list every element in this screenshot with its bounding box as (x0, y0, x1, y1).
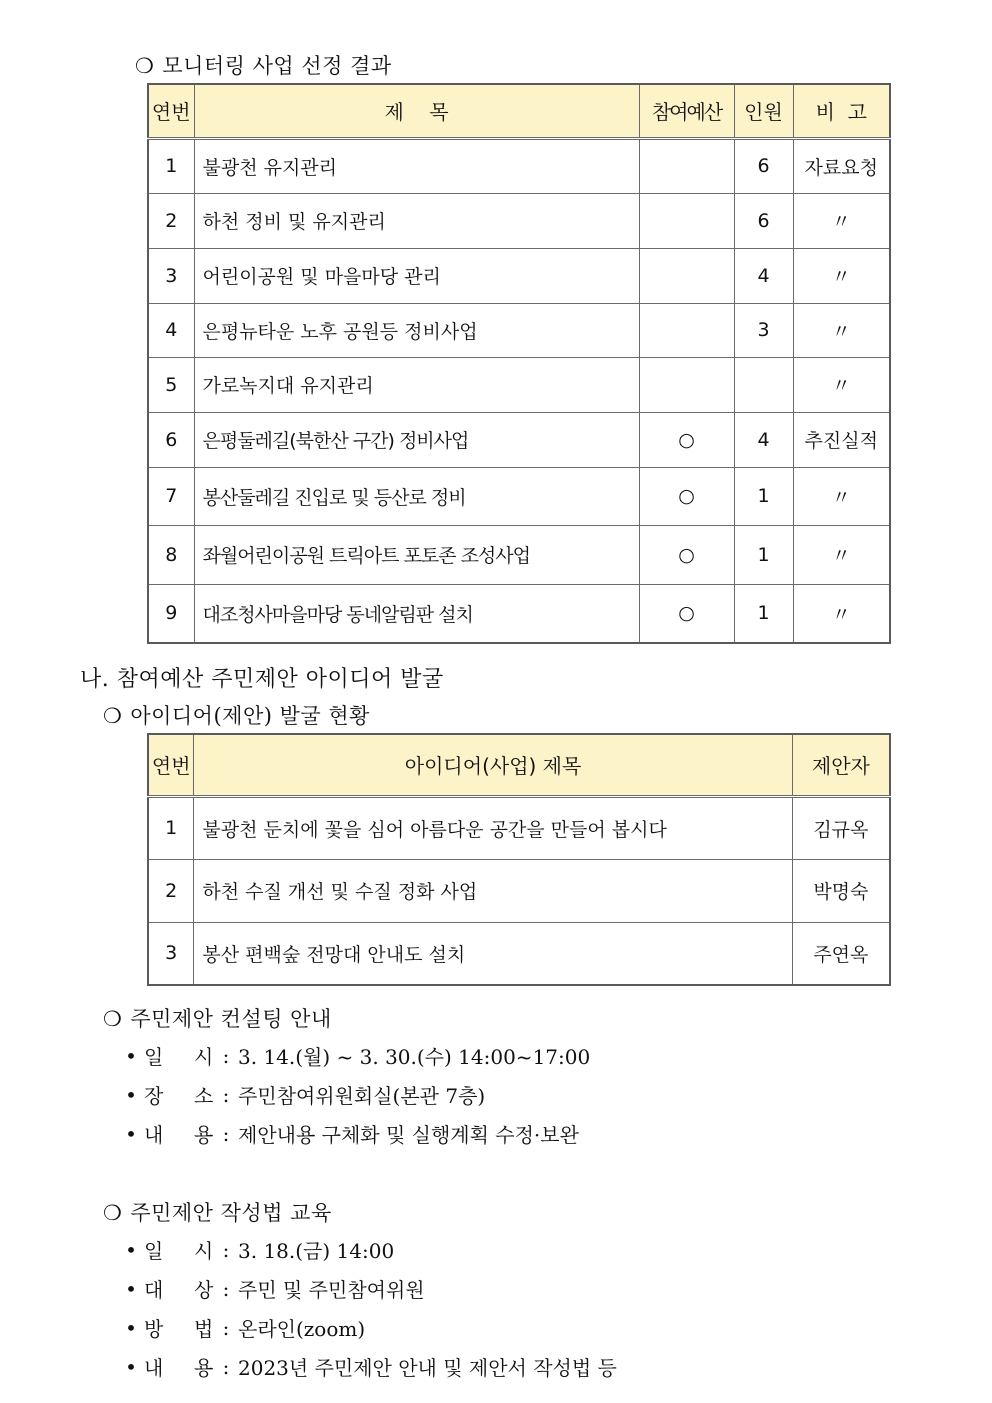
table-row (148, 193, 890, 248)
monitoring-table (147, 83, 891, 644)
row-budget (639, 357, 734, 412)
bullet-dot-icon: • (125, 1121, 137, 1146)
row-people: 6 (734, 193, 793, 248)
row-no: 6 (148, 412, 194, 467)
info-label-second: 소 (194, 1084, 214, 1108)
table-row (148, 357, 890, 412)
row-people: 1 (734, 584, 793, 643)
row-budget: ○ (639, 467, 734, 525)
row-idea-title: 불광천 둔치에 꽃을 심어 아름다운 공간을 만들어 봅시다 (194, 796, 792, 859)
table-row (148, 138, 890, 193)
table-row (148, 922, 890, 985)
row-no: 7 (148, 467, 194, 525)
row-title: 은평둘레길(북한산 구간) 정비사업 (194, 412, 639, 467)
info-value: 온라인(zoom) (238, 1317, 366, 1341)
table-row (148, 467, 890, 525)
info-separator: : (222, 1082, 230, 1107)
bullet-dot-icon: • (125, 1043, 137, 1068)
row-budget (639, 303, 734, 357)
row-budget: ○ (639, 525, 734, 584)
row-note: 자료요청 (793, 138, 890, 193)
row-idea-title: 하천 수질 개선 및 수질 정화 사업 (194, 859, 792, 922)
info-label-second: 시 (194, 1045, 214, 1069)
table-row (148, 412, 890, 467)
info-label-first: 내 (144, 1123, 164, 1147)
row-people (734, 357, 793, 412)
table-row (148, 859, 890, 922)
info-label-second: 법 (194, 1317, 214, 1341)
info-label-first: 대 (144, 1278, 164, 1302)
bullet-dot-icon: • (125, 1276, 137, 1301)
row-proposer: 김규옥 (792, 796, 890, 859)
row-no: 1 (148, 796, 194, 859)
header-budget: 참여예산 (639, 84, 734, 138)
row-title: 은평뉴타운 노후 공원등 정비사업 (194, 303, 639, 357)
row-note: 〃 (793, 584, 890, 643)
consulting-title: 주민제안 컨설팅 안내 (130, 1007, 332, 1031)
info-separator: : (222, 1237, 230, 1262)
row-note: 〃 (793, 467, 890, 525)
row-no: 3 (148, 248, 194, 303)
info-item (118, 1269, 617, 1308)
info-value: 제안내용 구체화 및 실행계획 수정·보완 (238, 1123, 579, 1147)
info-item (118, 1036, 590, 1075)
header-title: 제 목 (194, 84, 639, 138)
info-item (118, 1308, 617, 1347)
row-title: 하천 정비 및 유지관리 (194, 193, 639, 248)
row-no: 9 (148, 584, 194, 643)
table-row (148, 525, 890, 584)
info-value: 주민참여위원회실(본관 7층) (238, 1084, 486, 1108)
table-header-row (148, 734, 890, 796)
table-row (148, 303, 890, 357)
row-note: 〃 (793, 248, 890, 303)
row-note: 〃 (793, 193, 890, 248)
row-proposer: 박명숙 (792, 859, 890, 922)
bullet-dot-icon: • (125, 1237, 137, 1262)
education-info-list (118, 1230, 617, 1386)
row-title: 불광천 유지관리 (194, 138, 639, 193)
ideas-table (147, 733, 891, 986)
row-title: 대조청사마을마당 동네알림판 설치 (194, 584, 639, 643)
info-item (118, 1230, 617, 1269)
info-label-first: 장 (144, 1084, 164, 1108)
circle-bullet-icon: ❍ (103, 704, 123, 728)
info-label-first: 일 (144, 1239, 164, 1263)
table-row (148, 248, 890, 303)
info-item (118, 1114, 590, 1153)
row-people: 6 (734, 138, 793, 193)
header-no: 연번 (148, 734, 194, 796)
row-no: 1 (148, 138, 194, 193)
education-heading (103, 1197, 332, 1227)
consulting-info-list (118, 1036, 590, 1153)
info-label-second: 시 (194, 1239, 214, 1263)
header-note: 비 고 (793, 84, 890, 138)
table-row (148, 584, 890, 643)
row-no: 4 (148, 303, 194, 357)
header-proposer: 제안자 (792, 734, 890, 796)
info-value: 주민 및 주민참여위원 (238, 1278, 425, 1302)
info-separator: : (222, 1121, 230, 1146)
row-people: 4 (734, 248, 793, 303)
row-note: 〃 (793, 303, 890, 357)
row-people: 3 (734, 303, 793, 357)
bullet-dot-icon: • (125, 1315, 137, 1340)
ideas-title: 아이디어(제안) 발굴 현황 (130, 704, 370, 728)
row-budget: ○ (639, 412, 734, 467)
circle-bullet-icon: ❍ (103, 1007, 123, 1031)
row-budget (639, 138, 734, 193)
row-budget (639, 248, 734, 303)
consulting-heading (103, 1003, 332, 1033)
info-value: 3. 14.(월) ~ 3. 30.(수) 14:00~17:00 (238, 1045, 591, 1069)
bullet-dot-icon: • (125, 1082, 137, 1107)
ideas-heading (103, 700, 370, 730)
row-no: 2 (148, 193, 194, 248)
row-no: 3 (148, 922, 194, 985)
circle-bullet-icon: ❍ (103, 1201, 123, 1225)
info-label-second: 상 (194, 1278, 214, 1302)
info-separator: : (222, 1043, 230, 1068)
row-note: 〃 (793, 357, 890, 412)
row-people: 4 (734, 412, 793, 467)
education-title: 주민제안 작성법 교육 (130, 1201, 332, 1225)
row-title: 좌월어린이공원 트릭아트 포토존 조성사업 (194, 525, 639, 584)
row-budget: ○ (639, 584, 734, 643)
info-value: 3. 18.(금) 14:00 (238, 1239, 395, 1263)
row-no: 5 (148, 357, 194, 412)
info-separator: : (222, 1276, 230, 1301)
info-label-second: 용 (194, 1123, 214, 1147)
row-proposer: 주연옥 (792, 922, 890, 985)
header-no: 연번 (148, 84, 194, 138)
header-idea-title: 아이디어(사업) 제목 (194, 734, 792, 796)
section-monitoring-title: 모니터링 사업 선정 결과 (162, 54, 392, 78)
table-header-row (148, 84, 890, 138)
info-separator: : (222, 1315, 230, 1340)
info-value: 2023년 주민제안 안내 및 제안서 작성법 등 (238, 1356, 617, 1380)
row-budget (639, 193, 734, 248)
info-item (118, 1347, 617, 1386)
info-label-first: 내 (144, 1356, 164, 1380)
row-note: 〃 (793, 525, 890, 584)
row-people: 1 (734, 467, 793, 525)
info-label-first: 방 (144, 1317, 164, 1341)
info-label-second: 용 (194, 1356, 214, 1380)
row-people: 1 (734, 525, 793, 584)
row-title: 봉산둘레길 진입로 및 등산로 정비 (194, 467, 639, 525)
info-item (118, 1075, 590, 1114)
info-label-first: 일 (144, 1045, 164, 1069)
section-monitoring-heading (135, 50, 392, 80)
row-no: 2 (148, 859, 194, 922)
table-row (148, 796, 890, 859)
row-idea-title: 봉산 편백숲 전망대 안내도 설치 (194, 922, 792, 985)
row-no: 8 (148, 525, 194, 584)
row-title: 가로녹지대 유지관리 (194, 357, 639, 412)
circle-bullet-icon: ❍ (135, 54, 155, 78)
header-people: 인원 (734, 84, 793, 138)
bullet-dot-icon: • (125, 1354, 137, 1379)
row-title: 어린이공원 및 마을마당 관리 (194, 248, 639, 303)
section-idea-heading: 나. 참여예산 주민제안 아이디어 발굴 (80, 667, 444, 692)
row-note: 추진실적 (793, 412, 890, 467)
info-separator: : (222, 1354, 230, 1379)
